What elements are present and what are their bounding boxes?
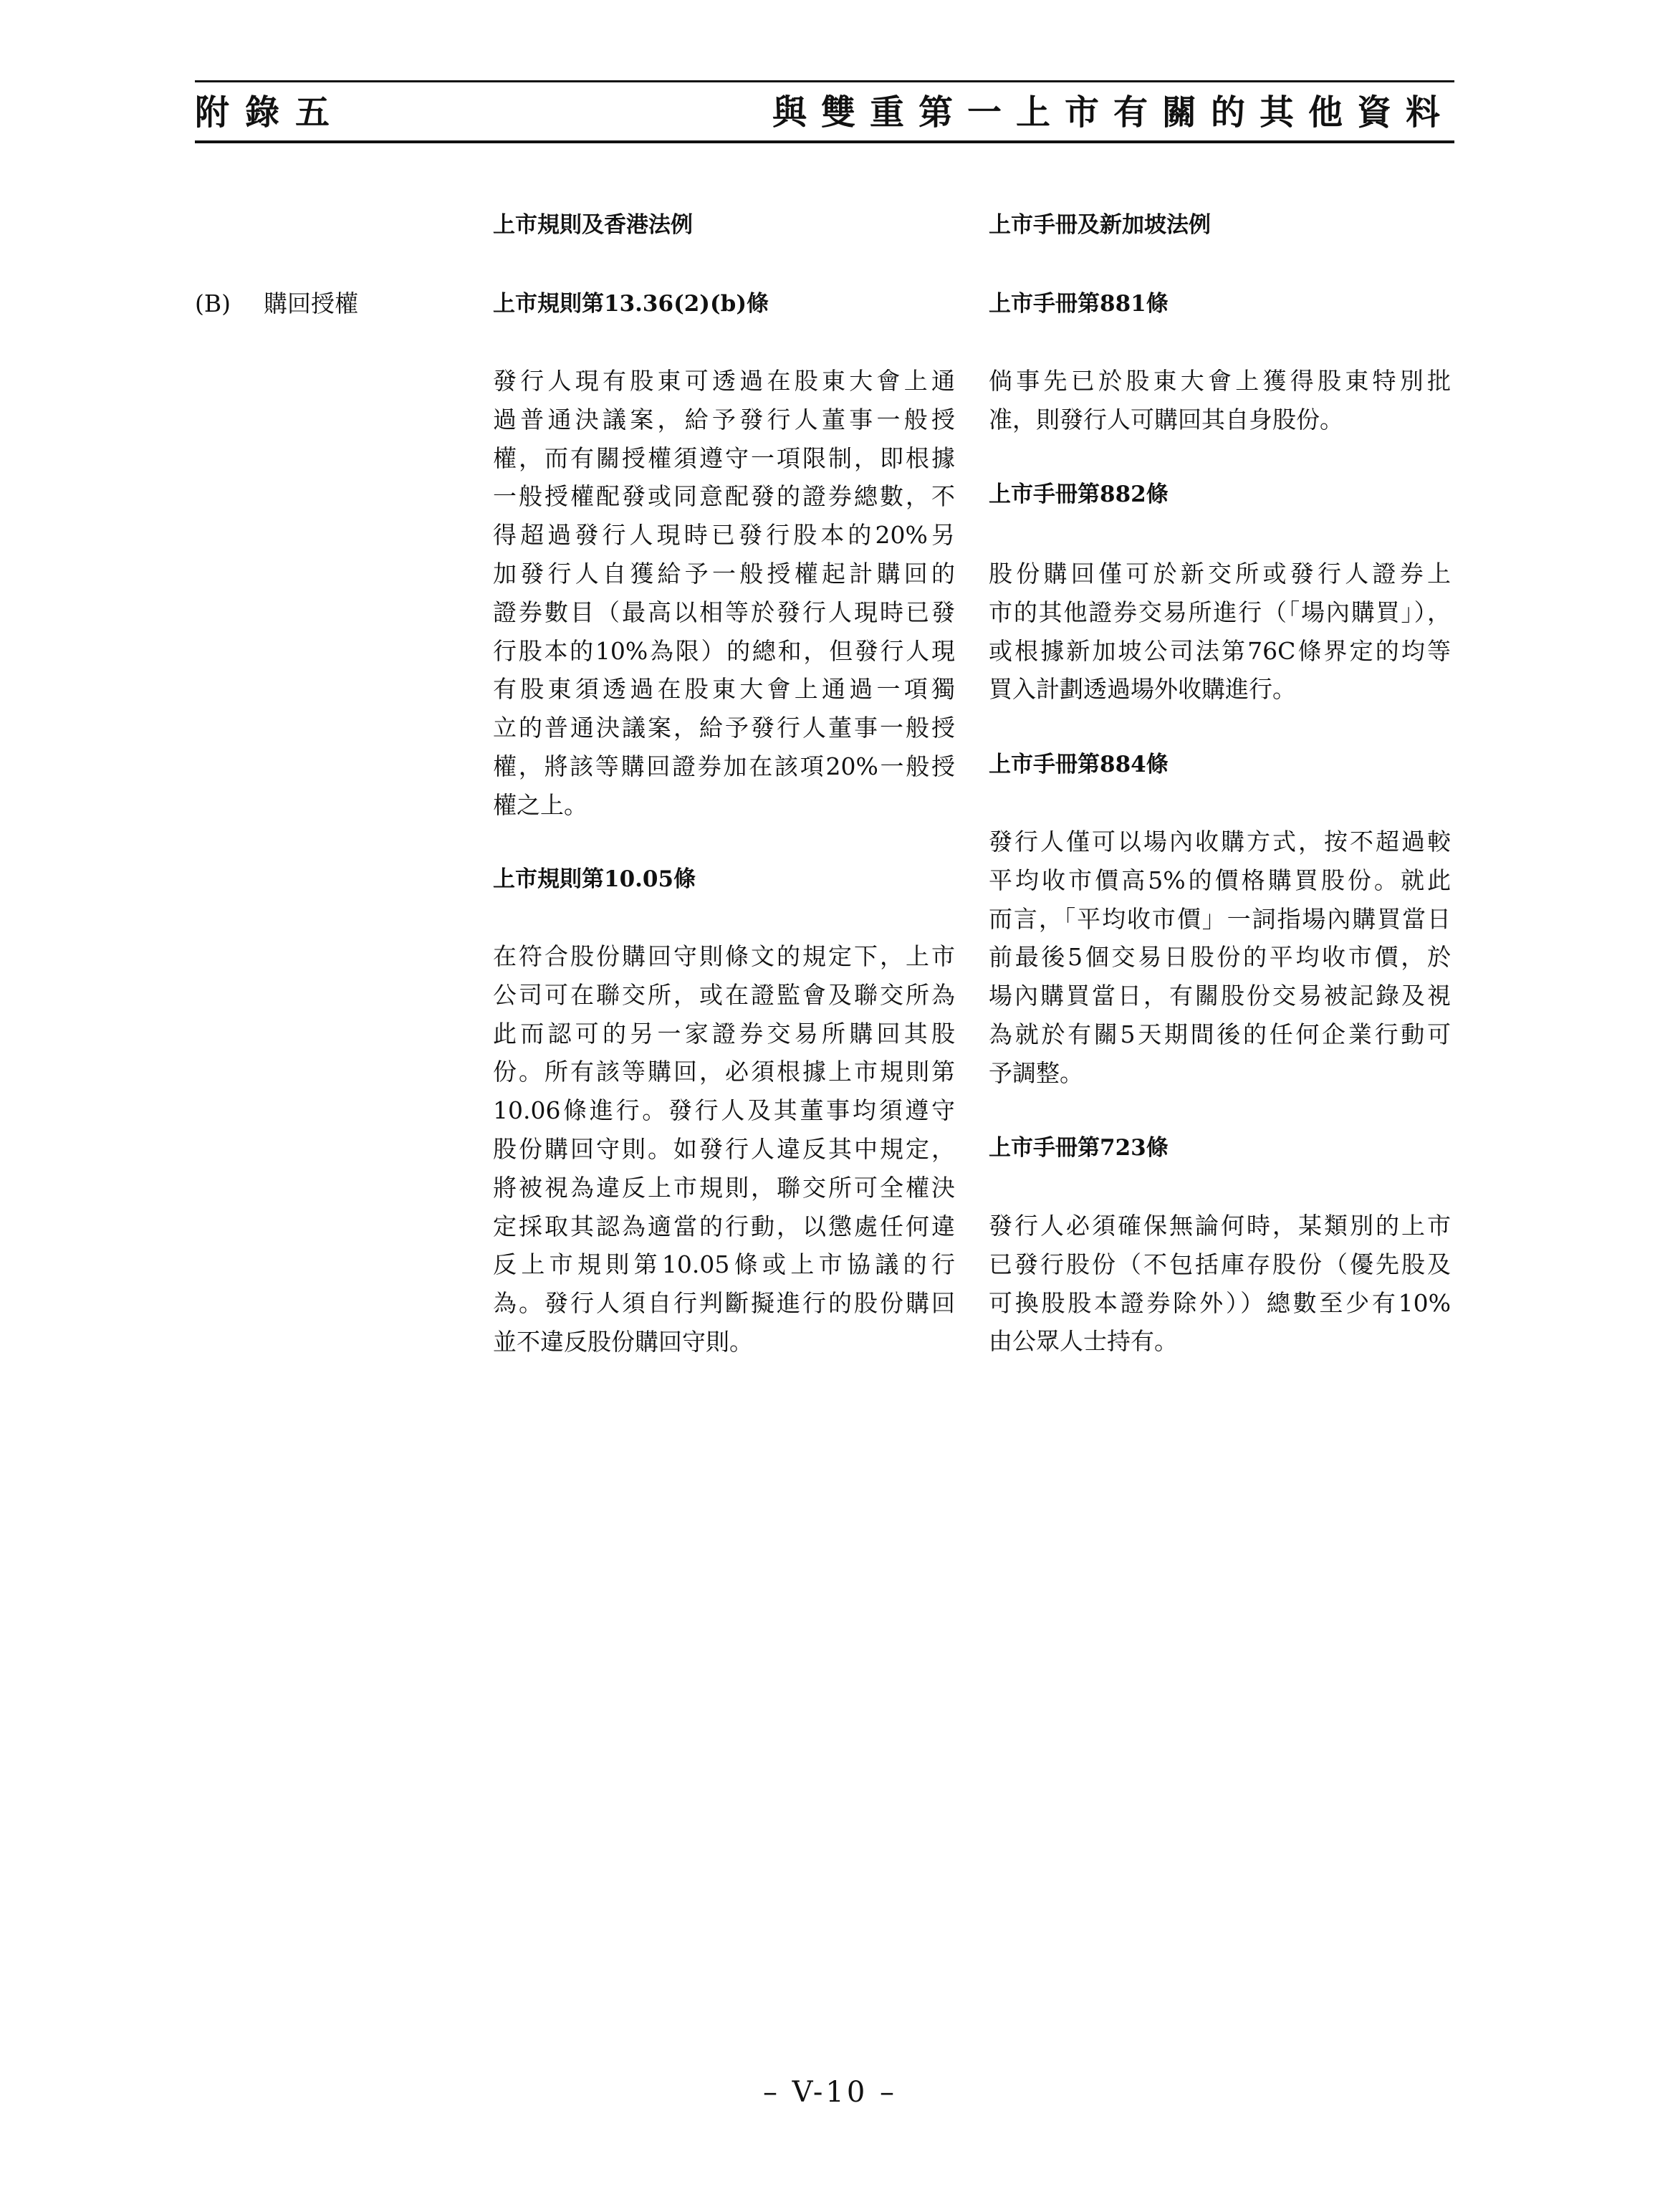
paragraph-line: 證券數目（最高以相等於發行人現時已發 xyxy=(493,598,955,626)
paragraph-line: 發行人僅可以場內收購方式，按不超過較 xyxy=(989,828,1451,856)
paragraph-line: 市的其他證券交易所進行（「場內購買」）， xyxy=(989,598,1451,626)
paragraph-line: 立的普通決議案，給予發行人董事一般授 xyxy=(493,714,955,742)
paragraph-line: 權，而有關授權須遵守一項限制，即根據 xyxy=(493,444,955,472)
rule-heading: 上市手冊第881條 xyxy=(989,291,1169,317)
section-title: 購回授權 xyxy=(264,289,358,317)
paragraph-line: 份。所有該等購回，必須根據上市規則第 xyxy=(493,1058,955,1086)
paragraph-line: 為。發行人須自行判斷擬進行的股份購回 xyxy=(493,1289,955,1318)
rule-paragraph xyxy=(989,362,1451,439)
rule-paragraph xyxy=(493,362,955,825)
paragraph-line: 買入計劃透過場外收購進行。 xyxy=(989,675,1296,704)
rule-paragraph xyxy=(989,555,1451,709)
rule-paragraph xyxy=(989,823,1451,1093)
paragraph-line: 由公眾人士持有。 xyxy=(989,1327,1178,1356)
rule-heading: 上市規則第10.05條 xyxy=(493,866,696,892)
paragraph-line: 過普通決議案，給予發行人董事一般授 xyxy=(493,405,955,434)
page-number: – V-10 – xyxy=(762,2076,898,2109)
left-column-heading: 上市規則及香港法例 xyxy=(493,212,693,238)
paragraph-line: 場內購買當日，有關股份交易被記錄及視 xyxy=(989,982,1451,1010)
rule-paragraph xyxy=(493,937,955,1361)
paragraph-line: 而言，「平均收市價」一詞指場內購買當日 xyxy=(989,904,1451,933)
paragraph-line: 予調整。 xyxy=(989,1058,1083,1087)
rule-heading: 上市手冊第882條 xyxy=(989,482,1169,507)
paragraph-line: 反上市規則第10.05條或上市協議的行 xyxy=(493,1250,955,1279)
appendix-label: 附錄五 xyxy=(195,92,346,133)
rule-paragraph xyxy=(989,1207,1451,1361)
paragraph-line: 有股東須透過在股東大會上通過一項獨 xyxy=(493,675,955,704)
paragraph-line: 為就於有關5天期間後的任何企業行動可 xyxy=(989,1020,1451,1048)
rule-heading: 上市手冊第723條 xyxy=(989,1135,1169,1161)
paragraph-line: 並不違反股份購回守則。 xyxy=(493,1327,753,1356)
paragraph-line: 行股本的10%為限）的總和，但發行人現 xyxy=(493,636,955,665)
paragraph-line: 或根據新加坡公司法第76C條界定的均等 xyxy=(989,636,1451,665)
paragraph-line: 准，則發行人可購回其自身股份。 xyxy=(989,405,1343,434)
paragraph-line: 權，將該等購回證券加在該項20%一般授 xyxy=(493,752,955,780)
page-header xyxy=(195,85,1454,140)
paragraph-line: 發行人現有股東可透過在股東大會上通 xyxy=(493,367,955,395)
paragraph-line: 權之上。 xyxy=(493,790,587,819)
paragraph-line: 此而認可的另一家證券交易所購回其股 xyxy=(493,1019,955,1048)
paragraph-line: 股份購回守則。如發行人違反其中規定， xyxy=(493,1134,955,1163)
paragraph-line: 前最後5個交易日股份的平均收市價，於 xyxy=(989,943,1451,972)
paragraph-line: 已發行股份（不包括庫存股份（優先股及 xyxy=(989,1250,1451,1278)
rule-heading: 上市手冊第884條 xyxy=(989,752,1169,777)
appendix-title: 與雙重第一上市有關的其他資料 xyxy=(772,92,1454,133)
paragraph-line: 加發行人自獲給予一般授權起計購回的 xyxy=(493,559,955,588)
header-bottom-rule xyxy=(195,140,1454,143)
paragraph-line: 在符合股份購回守則條文的規定下，上市 xyxy=(493,942,955,970)
paragraph-line: 可換股股本證券除外））總數至少有10% xyxy=(989,1288,1451,1317)
paragraph-line: 平均收市價高5%的價格購買股份。就此 xyxy=(989,866,1451,894)
paragraph-line: 發行人必須確保無論何時，某類別的上市 xyxy=(989,1212,1451,1240)
header-top-rule xyxy=(195,80,1454,82)
right-column-heading: 上市手冊及新加坡法例 xyxy=(989,212,1211,238)
paragraph-line: 公司可在聯交所，或在證監會及聯交所為 xyxy=(493,980,955,1009)
paragraph-line: 得超過發行人現時已發行股本的20%另 xyxy=(493,521,955,550)
paragraph-line: 倘事先已於股東大會上獲得股東特別批 xyxy=(989,367,1451,395)
section-letter: (B) xyxy=(195,289,231,317)
paragraph-line: 將被視為違反上市規則，聯交所可全權決 xyxy=(493,1173,955,1202)
paragraph-line: 定採取其認為適當的行動，以懲處任何違 xyxy=(493,1212,955,1240)
paragraph-line: 股份購回僅可於新交所或發行人證券上 xyxy=(989,560,1451,588)
rule-heading: 上市規則第13.36(2)(b)條 xyxy=(493,291,769,317)
paragraph-line: 一般授權配發或同意配發的證券總數，不 xyxy=(493,482,955,511)
paragraph-line: 10.06條進行。發行人及其董事均須遵守 xyxy=(493,1096,955,1125)
